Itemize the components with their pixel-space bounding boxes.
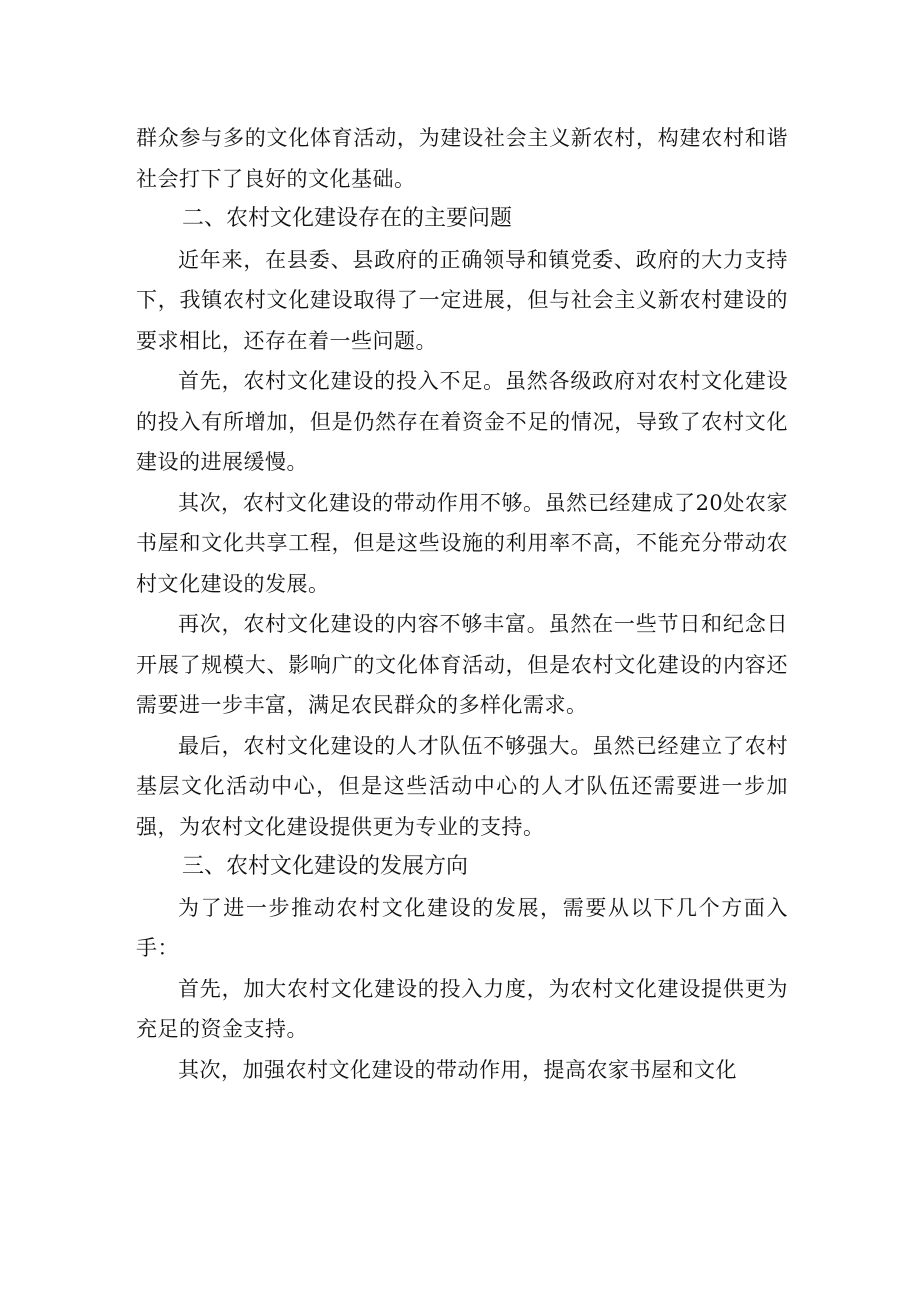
paragraph-direction-driving-role: 其次，加强农村文化建设的带动作用，提高农家书屋和文化 <box>178 1057 737 1082</box>
paragraph-direction-intro: 为了进一步推动农村文化建设的发展，需要从以下几个方面入手： <box>136 895 788 960</box>
paragraph-direction-investment: 首先，加大农村文化建设的投入力度，为农村文化建设提供更为充足的资金支持。 <box>136 976 788 1041</box>
section-heading-direction: 三、农村文化建设的发展方向 <box>182 854 469 879</box>
paragraph-continuation: 群众参与多的文化体育活动，为建设社会主义新农村，构建农村和谐社会打下了良好的文化基础。 <box>136 126 788 191</box>
paragraph-problem-content: 再次，农村文化建设的内容不够丰富。虽然在一些节日和纪念日开展了规模大、影响广的文化体育活动，但是农村文化建设的内容还需要进一步丰富，满足农民群众的多样化需求。 <box>136 612 788 717</box>
section-heading-problems: 二、农村文化建设存在的主要问题 <box>182 206 513 231</box>
document-body <box>136 118 788 1090</box>
paragraph-problem-talent: 最后，农村文化建设的人才队伍不够强大。虽然已经建立了农村基层文化活动中心，但是这些活动中心的人才队伍还需要进一步加强，为农村文化建设提供更为专业的支持。 <box>136 733 788 839</box>
paragraph-intro-problems: 近年来，在县委、县政府的正确领导和镇党委、政府的大力支持下，我镇农村文化建设取得了一定进展，但与社会主义新农村建设的要求相比，还存在着一些问题。 <box>136 247 788 353</box>
paragraph-problem-investment: 首先，农村文化建设的投入不足。虽然各级政府对农村文化建设的投入有所增加，但是仍然存在着资金不足的情况，导致了农村文化建设的进展缓慢。 <box>136 369 788 474</box>
paragraph-problem-driving-role: 其次，农村文化建设的带动作用不够。虽然已经建成了20处农家书屋和文化共享工程，但是这些设施的利用率不高，不能充分带动农村文化建设的发展。 <box>136 490 788 596</box>
